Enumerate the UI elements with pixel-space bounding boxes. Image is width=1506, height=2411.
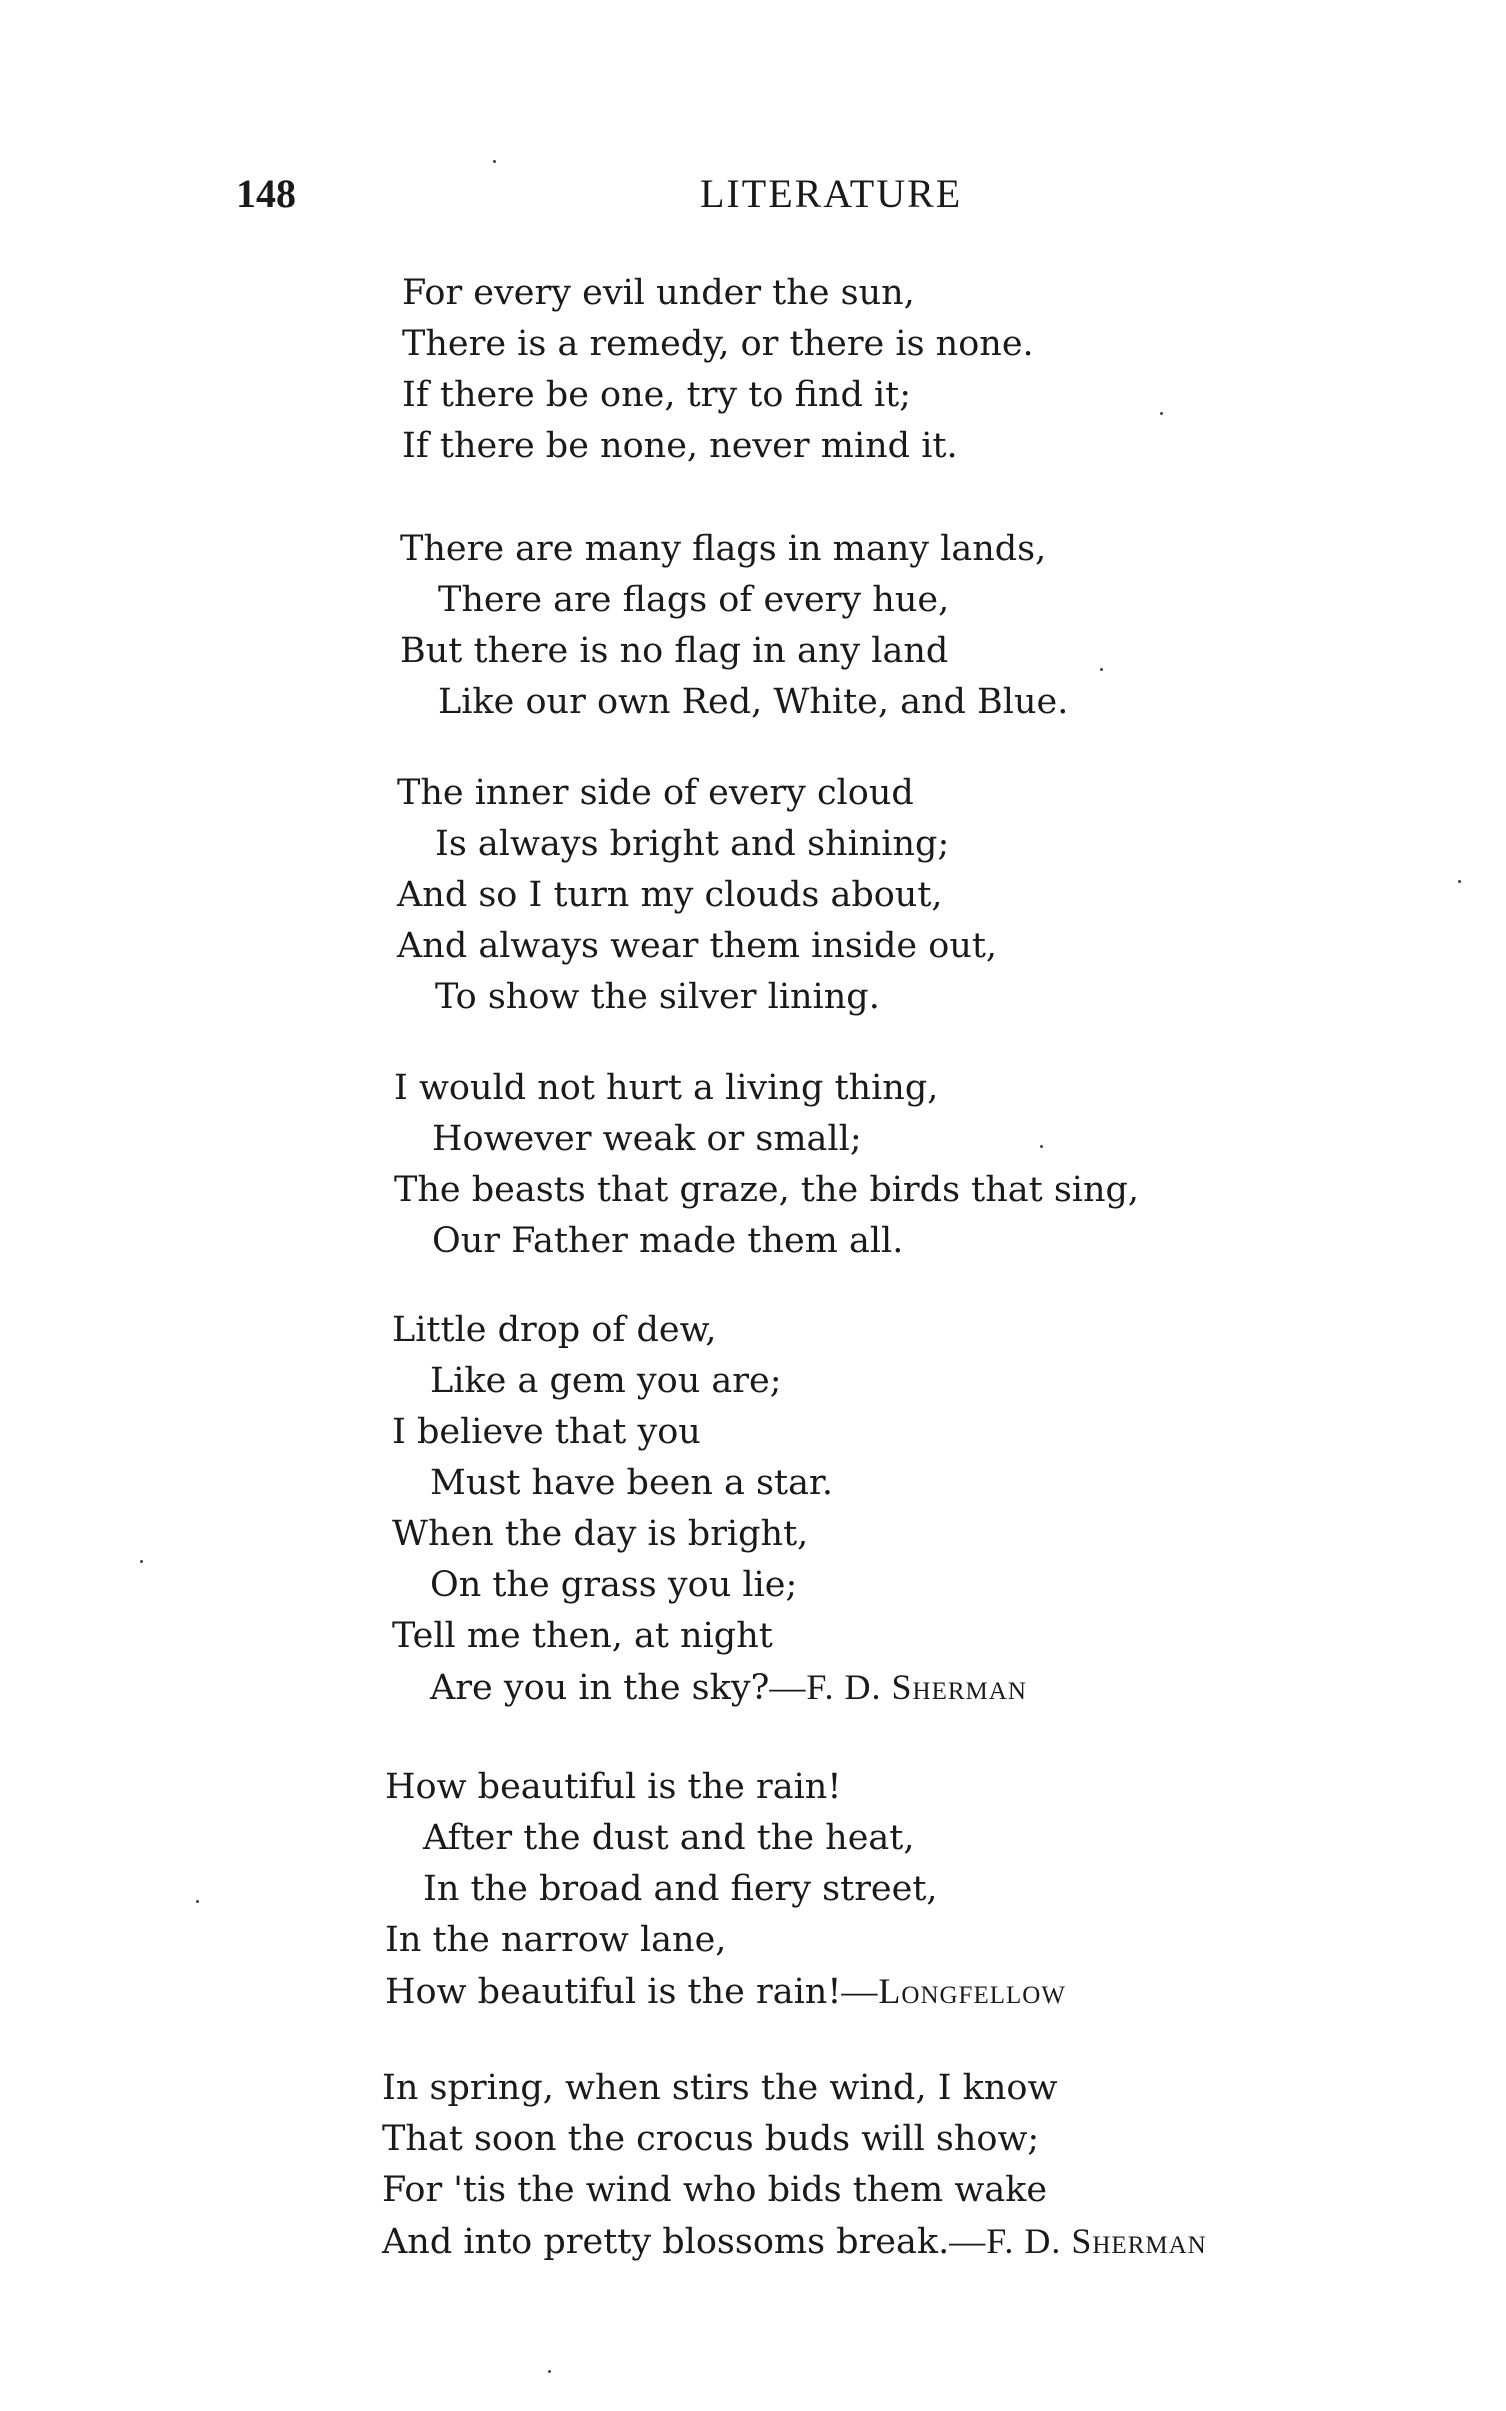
poem-line-text: And into pretty blossoms break.: [382, 2222, 950, 2262]
attribution: —F. D. Sherman: [769, 1667, 1027, 1707]
poem-line: And always wear them inside out,: [397, 926, 998, 966]
poem-line: [385, 1966, 1066, 2017]
poem-line: The beasts that graze, the birds that sing,: [394, 1170, 1140, 1210]
poem-line: After the dust and the heat,: [423, 1818, 915, 1858]
poem-line: That soon the crocus buds will show;: [382, 2119, 1040, 2159]
stanza: [400, 524, 1068, 728]
poem-line: [382, 2216, 1207, 2267]
poem-line: However weak or small;: [432, 1119, 862, 1159]
stanza: [397, 768, 997, 1023]
poem-line: There is a remedy, or there is none.: [402, 324, 1034, 364]
poem-line: In spring, when stirs the wind, I know: [382, 2068, 1058, 2108]
poem-line: To show the silver lining.: [435, 977, 880, 1017]
poem-line: And so I turn my clouds about,: [397, 875, 943, 915]
stanza: [392, 1305, 1027, 1713]
poem-line: Little drop of dew,: [392, 1310, 717, 1350]
scan-speck: [1160, 412, 1163, 415]
poem-line: How beautiful is the rain!: [385, 1767, 842, 1807]
poem-line: There are many flags in many lands,: [400, 529, 1047, 569]
stanza: [382, 2063, 1207, 2267]
scan-speck: [1458, 880, 1461, 883]
scan-speck: [196, 1900, 199, 1903]
poem-line: If there be none, never mind it.: [402, 426, 958, 466]
poem-line-text: How beautiful is the rain!: [385, 1972, 842, 2012]
poem-line: For every evil under the sun,: [402, 273, 915, 313]
poem-line: Like our own Red, White, and Blue.: [438, 682, 1069, 722]
poem-line: The inner side of every cloud: [397, 773, 914, 813]
poem-line: Must have been a star.: [430, 1463, 833, 1503]
poem-line: In the broad and fiery street,: [423, 1869, 938, 1909]
poem-line: On the grass you lie;: [430, 1565, 798, 1605]
attribution: —F. D. Sherman: [949, 2221, 1207, 2261]
scan-speck: [1040, 1145, 1043, 1148]
stanza: [402, 268, 1034, 472]
poem-line: In the narrow lane,: [385, 1920, 727, 1960]
poem-line: I would not hurt a living thing,: [394, 1068, 939, 1108]
poem-line: For 'tis the wind who bids them wake: [382, 2170, 1048, 2210]
scan-speck: [140, 1560, 143, 1563]
poem-line: [392, 1662, 1027, 1713]
attribution: —Longfellow: [841, 1971, 1066, 2011]
poem-line: I believe that you: [392, 1412, 701, 1452]
poem-line: Is always bright and shining;: [435, 824, 950, 864]
stanza: [385, 1762, 1066, 2017]
poem-line-text: Are you in the sky?: [430, 1668, 770, 1708]
poem-line: Tell me then, at night: [392, 1616, 773, 1656]
poem-line: But there is no flag in any land: [400, 631, 949, 671]
poem-line: If there be one, try to find it;: [402, 375, 912, 415]
poem-line: There are flags of every hue,: [438, 580, 950, 620]
scan-speck: [493, 160, 496, 163]
poem-line: Like a gem you are;: [430, 1361, 782, 1401]
running-head: LITERATURE: [700, 171, 963, 216]
scan-speck: [1100, 668, 1103, 671]
page-number: 148: [236, 171, 296, 216]
stanza: [394, 1063, 1139, 1267]
scan-speck: [548, 2370, 551, 2373]
poem-line: Our Father made them all.: [432, 1221, 904, 1261]
poem-line: When the day is bright,: [392, 1514, 809, 1554]
